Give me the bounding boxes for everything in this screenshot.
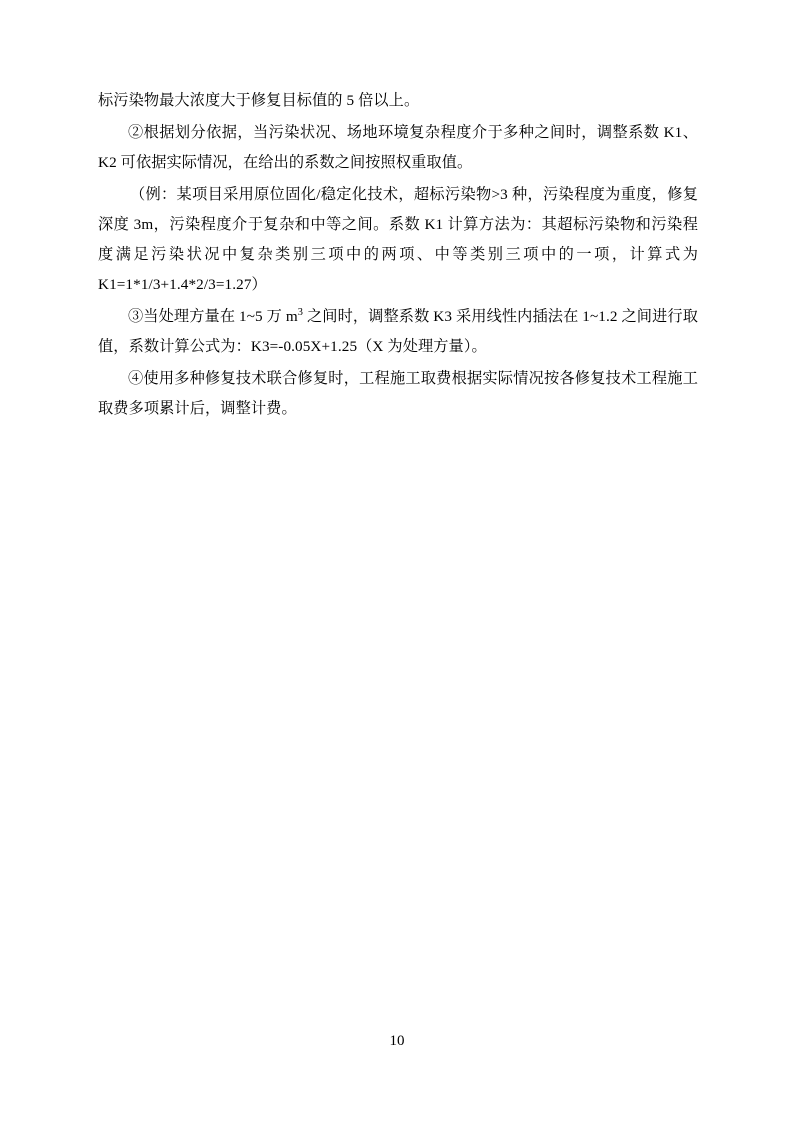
page-number: 10: [389, 1033, 405, 1049]
document-body: [98, 86, 698, 426]
cubic-meter-superscript: 3: [297, 306, 304, 318]
paragraph-2: ②根据划分依据，当污染状况、场地环境复杂程度介于多种之间时，调整系数 K1、K2 可依据实际情况，在给出的系数之间按照权重取值。: [98, 124, 698, 171]
paragraph-4: [98, 302, 698, 362]
paragraph-4-text-after: 之间时，调整系数 K3 采用线性内插法在 1~1.2 之间进行取值，系数计算公式为：K3=-0.05X+1.25（X 为处理方量）。: [98, 308, 699, 355]
paragraph-1: 标污染物最大浓度大于修复目标值的 5 倍以上。: [98, 92, 420, 109]
paragraph-3-example: （例：某项目采用原位固化/稳定化技术，超标污染物>3 种，污染程度为重度，修复深度 3m，污染程度介于复杂和中等之间。系数 K1 计算方法为：其超标污染物和污染程度满足污染状况中复杂类别三项中的两项、中等类别三项中的一项，计算式为 K1=1*1/3+1.4*2/3=1.27）: [98, 186, 698, 293]
paragraph-4-text-before: ③当处理方量在 1~5 万 m: [128, 308, 298, 325]
paragraph-5: ④使用多种修复技术联合修复时，工程施工取费根据实际情况按各修复技术工程施工取费多项累计后，调整计费。: [98, 370, 698, 417]
